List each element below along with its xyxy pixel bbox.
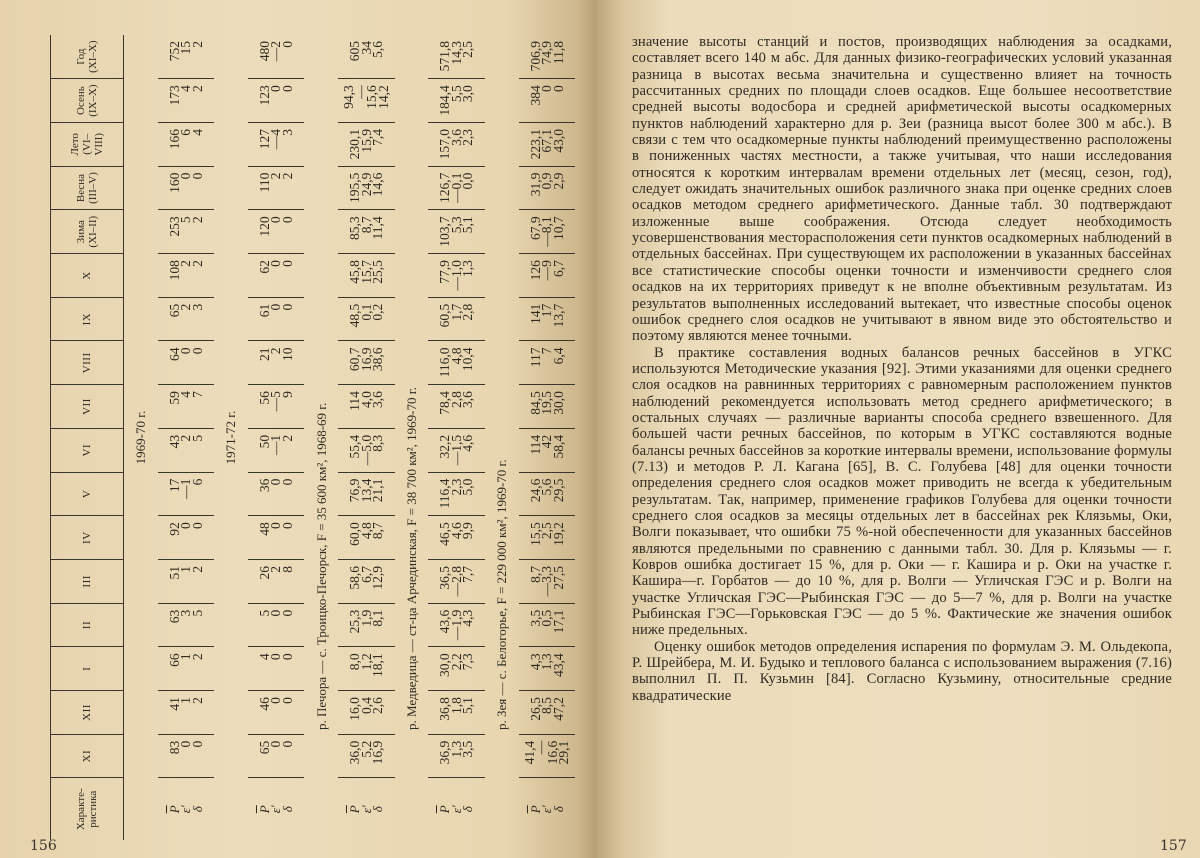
table-cell: 43,6 —1,9 4,3 — [428, 603, 484, 647]
table-cell: 92 0 0 — [158, 516, 214, 560]
table-cell: 32,2 —1,5 4,6 — [428, 428, 484, 472]
metric-labels: $\overline{P}$ ε′ δ — [347, 805, 386, 814]
table-cell: 26 2 8 — [248, 559, 304, 603]
table-cell: 571,8 14,3 2,5 — [428, 35, 484, 79]
table-cell: 51 1 2 — [158, 559, 214, 603]
column-header: VI — [51, 428, 124, 472]
section-caption-row — [214, 35, 248, 840]
table-cell: 60,5 1,7 2,8 — [428, 297, 484, 341]
column-header: X — [51, 254, 124, 298]
section-caption: р. Медведица — ст-ца Арчединская, F = 38 700 км², 1969-70 г. — [403, 387, 419, 730]
table-cell: 67,9 —8,1 10,7 — [519, 210, 575, 254]
table-cell: 103,7 5,3 5,1 — [428, 210, 484, 254]
table-cell: 5 0 0 — [248, 603, 304, 647]
column-header: Зима (XI–II) — [51, 210, 124, 254]
table-cell: 17 —1 6 — [158, 472, 214, 516]
table-cell: 46 0 0 — [248, 691, 304, 735]
table-cell: 94,3 —15,6 14,2 — [338, 79, 394, 123]
table-cell: 60,0 4,8 8,7 — [338, 516, 394, 560]
table-30-rotated — [50, 35, 575, 840]
table-cell: 223,1 67,1 43,0 — [519, 122, 575, 166]
table-cell: 114 42 58,4 — [519, 428, 575, 472]
table-cell: 157,0 3,6 2,3 — [428, 122, 484, 166]
column-header: Характе- ристика — [51, 778, 124, 840]
table-cell: 83 0 0 — [158, 734, 214, 778]
table-cell: 26,5 8,5 47,2 — [519, 691, 575, 735]
table-cell: 36,8 1,8 5,1 — [428, 691, 484, 735]
table-cell: 605 34 5,6 — [338, 35, 394, 79]
table-cell: 4,3 1,3 43,4 — [519, 647, 575, 691]
table-cell: 123 0 0 — [248, 79, 304, 123]
section-caption: р. Зея — с. Белогорье, F = 229 000 км², 1969-70 г. — [493, 459, 509, 730]
table-cell: 108 2 2 — [158, 254, 214, 298]
column-header: I — [51, 647, 124, 691]
table-cell: 184,4 5,5 3,0 — [428, 79, 484, 123]
table-cell: 46,5 4,6 9,9 — [428, 516, 484, 560]
table-cell: 59 4 7 — [158, 385, 214, 429]
table-cell: 77,9 —1,0 1,3 — [428, 254, 484, 298]
table-cell: 24,6 5,6 29,5 — [519, 472, 575, 516]
metric-labels: $\overline{P}$ ε′ δ — [437, 805, 476, 814]
body-text — [632, 34, 1172, 704]
column-header: Осень (IX–X) — [51, 79, 124, 123]
table-cell: 384 0 0 — [519, 79, 575, 123]
paragraph-3: Оценку ошибок методов определения испарения по формулам Э. М. Ольдекопа, Р. Шрейбера, М. И. Будыко и теплового баланса с использованием выражения (7.16) выполнил П. П. Кузьмин [84]. Согласно Кузьмину, относительные средние квадратические — [632, 638, 1172, 704]
table-cell: 55,4 —5,0 8,3 — [338, 428, 394, 472]
table-cell: 195,5 24,9 14,6 — [338, 166, 394, 210]
paragraph-1: значение высоты станций и постов, производящих наблюдения за осадками, составляет всего 140 м абс. Для данных физико-географических условий указанная разница в высотах весьма значительна и существенно влияет на точность рассчитанных средних по площади слоев осадков. Еще большее несоответствие средней высоты водосбора и средней арифметической высоты осадкомерных пунктов наблюдений характерно для р. Зеи (разница высот более 300 м абс.). В связи с тем что осадкомерные пункты наблюдений преимущественно расположены в пониженных частях местности, а также учитывая, что наши исследования относятся к коротким интервалам времени отдельных лет (месяц, сезон, год), следует ожидать значительных ошибок различного знака при оценке средних слоев осадков методом среднего арифметического. Данные табл. 30 подтверждают изложенные выше соображения. Отсюда следует необходимость усовершенствования месторасположения сети пунктов осадкомерных наблюдений в отдельных бассейнах. При существующем их расположении в указанных бассейнах все статистические способы оценки точности и изменчивости среднего слоя осадков на их территориях приведут к не вполне объективным результатам. Из результатов выполненных исследований вытекает, что известные способы оценок ошибок среднего слоя осадков не учитывают в явном виде это обстоятельство и поэтому являются менее точными. — [632, 34, 1172, 345]
precipitation-error-table — [50, 35, 575, 840]
section-caption-row — [124, 35, 158, 840]
table-cell: 64 0 0 — [158, 341, 214, 385]
section-caption-row — [304, 35, 338, 840]
table-cell: 127 —4 3 — [248, 122, 304, 166]
metric-labels: $\overline{P}$ ε′ δ — [527, 805, 566, 814]
table-cell: 36 0 0 — [248, 472, 304, 516]
table-cell: 173 4 2 — [158, 79, 214, 123]
table-cell: 21 2 10 — [248, 341, 304, 385]
page-number-left: 156 — [30, 838, 57, 854]
table-cell: 60,7 16,9 38,6 — [338, 341, 394, 385]
column-header: IX — [51, 297, 124, 341]
page-number-right: 157 — [1160, 838, 1187, 854]
table-cell: 45,8 15,7 25,5 — [338, 254, 394, 298]
table-cell: 141 17 13,7 — [519, 297, 575, 341]
table-cell: 41 1 2 — [158, 691, 214, 735]
column-header: II — [51, 603, 124, 647]
table-row — [248, 35, 304, 840]
table-cell: 120 0 0 — [248, 210, 304, 254]
table-row — [158, 35, 214, 840]
table-cell: 76,9 13,4 21,1 — [338, 472, 394, 516]
column-header: Лето (VI–VIII) — [51, 122, 124, 166]
metric-labels: $\overline{P}$ ε′ δ — [256, 805, 295, 814]
table-cell: 78,4 2,8 3,6 — [428, 385, 484, 429]
table-cell: 65 0 0 — [248, 734, 304, 778]
table-cell: 160 0 0 — [158, 166, 214, 210]
table-cell: 66 1 2 — [158, 647, 214, 691]
table-cell: 30,0 2,2 7,3 — [428, 647, 484, 691]
section-caption-row — [395, 35, 429, 840]
column-header: Весна (III–V) — [51, 166, 124, 210]
table-cell: 62 0 0 — [248, 254, 304, 298]
column-header: IV — [51, 516, 124, 560]
column-header: III — [51, 559, 124, 603]
table-cell: 63 3 5 — [158, 603, 214, 647]
section-caption: 1971-72 г. — [223, 410, 239, 465]
table-cell: 126,7 —0,1 0,0 — [428, 166, 484, 210]
table-cell: 85,3 8,7 11,4 — [338, 210, 394, 254]
column-header: Год (XI–X) — [51, 35, 124, 79]
table-cell: 65 2 3 — [158, 297, 214, 341]
metric-labels: $\overline{P}$ ε′ δ — [166, 805, 205, 814]
table-cell: 8,0 1,2 18,1 — [338, 647, 394, 691]
table-row — [519, 35, 575, 840]
table-cell: 230,1 15,9 7,4 — [338, 122, 394, 166]
table-cell: 253 5 2 — [158, 210, 214, 254]
table-row — [428, 35, 484, 840]
table-cell: 752 15 2 — [158, 35, 214, 79]
table-cell: 84,5 19,5 30,0 — [519, 385, 575, 429]
section-caption: 1969-70 г. — [133, 410, 149, 465]
table-cell: 36,5 —2,8 7,7 — [428, 559, 484, 603]
table-cell: 41,4 —16,6 29,1 — [519, 734, 575, 778]
table-cell: 43 2 5 — [158, 428, 214, 472]
table-cell: 480 —2 0 — [248, 35, 304, 79]
table-cell: 61 0 0 — [248, 297, 304, 341]
table-header-row — [51, 35, 124, 840]
table-cell: 116,4 2,3 5,0 — [428, 472, 484, 516]
table-cell: 36,0 5,2 16,9 — [338, 734, 394, 778]
table-cell: 126 —9 6,7 — [519, 254, 575, 298]
column-header: XI — [51, 734, 124, 778]
table-cell: 50 —1 2 — [248, 428, 304, 472]
table-cell: 56 —5 9 — [248, 385, 304, 429]
column-header: VII — [51, 385, 124, 429]
column-header: XII — [51, 691, 124, 735]
column-header: VIII — [51, 341, 124, 385]
paragraph-2: В практике составления водных балансов речных бассейнов в УГКС используются Методические указания [92]. Этими указаниями для оценки среднего слоя осадков на равнинных территориях с равномерным расположением пунктов наблюдений рекомендуется использовать метод среднего арифметического; в остальных случаях — различные варианты способа среднего взвешенного. Для большей части речных бассейнов, по которым в УГКС составляются водные балансы речных бассейнов за короткие интервалы времени, использование формулы (7.13) и методов Р. Л. Кагана [65], В. С. Голубева [48] для оценки точности определения среднего слоя осадков может приводить не всегда к убедительным результатам. Так, например, применение графиков Голубева для оценки точности среднего слоя осадков за месяцы отдельных лет в бассейнах рек Клязьмы, Оки, Волги показывает, что ошибки 75 %-ной обеспеченности для указанных бассейнов являются предельными по сравнению с данными табл. 30. Для р. Клязьмы — г. Ковров ошибка достигает 15 %, для р. Оки — г. Кашира и р. Оки на участке г. Кашира—г. Горбатов — до 10 %, для р. Волги — Угличская ГЭС и р. Волги на участке Угличская ГЭС—Рыбинская ГЭС — до 5—7 %, для р. Волги на участке Рыбинская ГЭС—Горьковская ГЭС — до 5 %. Фактические же значения ошибок ниже предельных. — [632, 344, 1172, 639]
table-cell: 166 6 4 — [158, 122, 214, 166]
table-row — [338, 35, 394, 840]
table-cell: 48,5 0,1 0,2 — [338, 297, 394, 341]
table-cell: 8,7 —3,3 27,5 — [519, 559, 575, 603]
section-caption-row — [485, 35, 519, 840]
table-cell: 36,9 1,3 3,5 — [428, 734, 484, 778]
table-cell: 110 2 2 — [248, 166, 304, 210]
column-header: V — [51, 472, 124, 516]
table-cell: 116,0 4,8 10,4 — [428, 341, 484, 385]
table-cell: 48 0 0 — [248, 516, 304, 560]
table-cell: 58,6 6,7 12,9 — [338, 559, 394, 603]
table-cell: 25,3 1,9 8,1 — [338, 603, 394, 647]
table-cell: 15,5 2,5 19,2 — [519, 516, 575, 560]
table-cell: 3,5 0,5 17,1 — [519, 603, 575, 647]
section-caption: р. Печора — с. Троицко-Печорск, F = 35 600 км², 1968-69 г. — [313, 402, 329, 730]
table-cell: 31,9 0,9 2,9 — [519, 166, 575, 210]
table-cell: 117 7 6,4 — [519, 341, 575, 385]
table-cell: 4 0 0 — [248, 647, 304, 691]
left-page — [0, 0, 596, 858]
table-cell: 114 4,0 3,6 — [338, 385, 394, 429]
table-cell: 706,9 74,9 11,8 — [519, 35, 575, 79]
table-cell: 16,0 0,4 2,6 — [338, 691, 394, 735]
